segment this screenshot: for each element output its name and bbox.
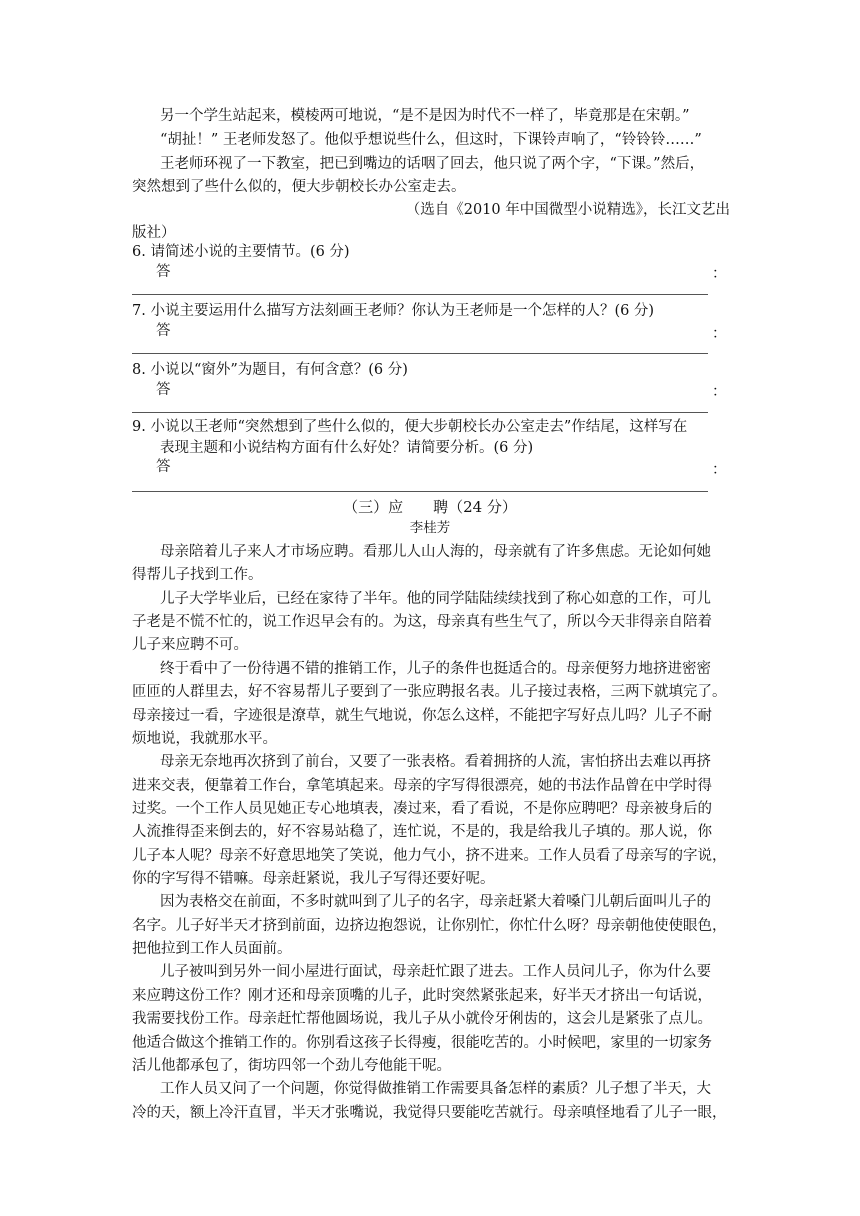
author-name: 李桂芳 bbox=[409, 520, 451, 536]
answer-label: 答 bbox=[156, 264, 171, 280]
text-line: 工作人员又问了一个问题，你觉得做推销工作需要具备怎样的素质？儿子想了半天，大 bbox=[160, 1081, 711, 1097]
text-line: 冷的天，额上冷汗直冒，半天才张嘴说，我觉得只要能吃苦就行。母亲嗔怪地看了儿子一眼， bbox=[132, 1105, 727, 1121]
answer-colon: ： bbox=[712, 384, 727, 400]
question-9: 9. 小说以王老师“突然想到了些什么似的，便大步朝校长办公室走去”作结尾，这样写在 bbox=[132, 419, 688, 435]
text-line: 儿子本人呢？母亲不好意思地笑了笑说，他力气小，挤不进来。工作人员看了母亲写的字说， bbox=[132, 848, 727, 864]
text-line: 进来交表，便靠着工作台，拿笔填起来。母亲的字写得很漂亮，她的书法作品曾在中学时得 bbox=[132, 778, 712, 794]
text-line: 儿子被叫到另外一间小屋进行面试，母亲赶忙跟了进去。工作人员问儿子，你为什么要 bbox=[160, 964, 711, 980]
source-citation: 版社） bbox=[132, 225, 176, 241]
answer-line[interactable] bbox=[132, 412, 708, 413]
text-line: 匝匝的人群里去，好不容易帮儿子要到了一张应聘报名表。儿子接过表格，三两下就填完了。 bbox=[132, 684, 727, 700]
text-line: 名字。儿子好半天才挤到前面，边挤边抱怨说，让你别忙，你忙什么呀？母亲朝他使使眼色， bbox=[132, 918, 727, 934]
text-line: 因为表格交在前面，不多时就叫到了儿子的名字，母亲赶紧大着嗓门儿朝后面叫儿子的 bbox=[160, 894, 711, 910]
answer-line[interactable] bbox=[132, 294, 708, 295]
answer-label: 答 bbox=[156, 382, 171, 398]
question-9-continued: 表现主题和小说结构方面有什么好处？请简要分析。(6 分) bbox=[160, 440, 534, 456]
source-citation: （选自《2010 年中国微型小说精选》，长江文艺出 bbox=[405, 202, 730, 218]
answer-line[interactable] bbox=[132, 491, 708, 492]
text-line: 母亲无奈地再次挤到了前台，又要了一张表格。看着拥挤的人流，害怕挤出去难以再挤 bbox=[160, 754, 711, 770]
answer-label: 答 bbox=[156, 323, 171, 339]
text-line: 儿子来应聘不可。 bbox=[132, 637, 248, 653]
text-line: 得帮儿子找到工作。 bbox=[132, 567, 263, 583]
text-line: 儿子大学毕业后，已经在家待了半年。他的同学陆陆续续找到了称心如意的工作，可儿 bbox=[160, 591, 711, 607]
question-6: 6. 请简述小说的主要情节。(6 分) bbox=[132, 244, 350, 260]
answer-label: 答 bbox=[156, 459, 171, 475]
story-paragraph: 王老师环视了一下教室，把已到嘴边的话咽了回去，他只说了两个字，“下课。”然后， bbox=[160, 156, 705, 172]
answer-line[interactable] bbox=[132, 353, 708, 354]
text-line: 人流推得歪来倒去的，好不容易站稳了，连忙说，不是的，我是给我儿子填的。那人说，你 bbox=[132, 824, 712, 840]
text-line: 你的字写得不错嘛。母亲赶紧说，我儿子写得还要好呢。 bbox=[132, 871, 495, 887]
answer-colon: ： bbox=[712, 326, 727, 342]
answer-colon: ： bbox=[712, 266, 727, 282]
story-paragraph: 另一个学生站起来，模棱两可地说，“是不是因为时代不一样了，毕竟那是在宋朝。” bbox=[160, 108, 690, 124]
text-line: 母亲接过一看，字迹很是潦草，就生气地说，你怎么这样，不能把字写好点儿吗？儿子不耐 bbox=[132, 708, 712, 724]
question-8: 8. 小说以“窗外”为题目，有何含意？(6 分) bbox=[132, 362, 408, 378]
section-title: （三）应 聘（24 分） bbox=[343, 498, 517, 516]
text-line: 把他拉到工作人员面前。 bbox=[132, 941, 292, 957]
text-line: 活儿他都承包了，街坊四邻一个劲儿夸他能干呢。 bbox=[132, 1058, 451, 1074]
text-line: 母亲陪着儿子来人才市场应聘。看那儿人山人海的，母亲就有了许多焦虑。无论如何她 bbox=[160, 544, 711, 560]
text-line: 我需要找份工作。母亲赶忙帮他圆场说，我儿子从小就伶牙俐齿的，这会儿是紧张了点儿。 bbox=[132, 1011, 712, 1027]
text-line: 来应聘这份工作？刚才还和母亲顶嘴的儿子，此时突然紧张起来，好半天才挤出一句话说， bbox=[132, 988, 712, 1004]
text-line: 终于看中了一份待遇不错的推销工作，儿子的条件也挺适合的。母亲便努力地挤进密密 bbox=[160, 661, 711, 677]
answer-colon: ： bbox=[712, 462, 727, 478]
text-line: 子老是不慌不忙的，说工作迟早会有的。为这，母亲真有些生气了，所以今天非得亲自陪着 bbox=[132, 614, 712, 630]
text-line: 烦地说，我就那水平。 bbox=[132, 731, 277, 747]
text-line: 他适合做这个推销工作的。你别看这孩子长得瘦，很能吃苦的。小时候吧，家里的一切家务 bbox=[132, 1035, 712, 1051]
story-paragraph: 突然想到了些什么似的，便大步朝校长办公室走去。 bbox=[132, 179, 466, 195]
story-paragraph: “胡扯！” 王老师发怒了。他似乎想说些什么，但这时，下课铃声响了，“铃铃铃……” bbox=[160, 132, 702, 148]
question-7: 7. 小说主要运用什么描写方法刻画王老师？你认为王老师是一个怎样的人？(6 分) bbox=[132, 303, 655, 319]
text-line: 过奖。一个工作人员见她正专心地填表，凑过来，看了看说，不是你应聘吧？母亲被身后的 bbox=[132, 801, 712, 817]
